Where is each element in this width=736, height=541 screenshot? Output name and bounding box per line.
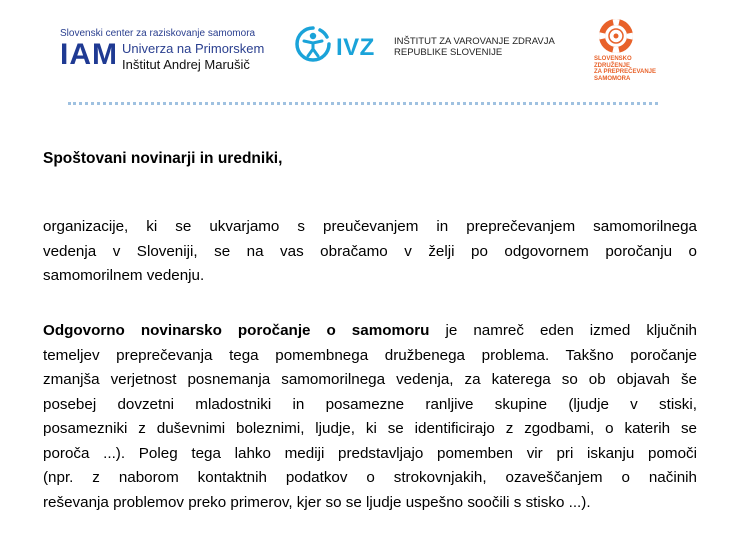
letterhead — [0, 0, 736, 110]
emphasis-text: Odgovorno novinarsko poročanje o samomoru — [43, 322, 430, 339]
paragraph-line: poroča ...). Poleg tega lahko mediji predstavljajo pomemben vir pri iskanju pomoči — [43, 444, 697, 462]
iam-acronym: IAM — [60, 38, 118, 71]
szps-name: SLOVENSKO ZDRUŽENJE ZA PREPREČEVANJE SAMOMORA — [594, 56, 657, 82]
paragraph-line: vedenja v Sloveniji, se na vas obračamo v želji po odgovornem poročanju o — [43, 242, 697, 260]
paragraph-line: samomorilnem vedenju. — [43, 267, 205, 284]
ivz-person-icon — [294, 25, 332, 63]
iam-center-name: Slovenski center za raziskovanje samomora — [60, 28, 256, 39]
iam-university: Univerza na Primorskem — [122, 41, 265, 56]
header-divider — [68, 102, 658, 105]
paragraph-line: reševanja problemov preko primerov, kjer so se ljudje uspešno soočili s stisko ...). — [43, 493, 591, 511]
paragraph-line: posebej dovzetni mladostniki in posamezne ranljive skupine (ljudje v stiski, — [43, 395, 697, 413]
paragraph-line: temeljev preprečevanja tega pomembnega družbenega problema. Takšno poročanje — [43, 346, 697, 364]
paragraph-line: zmanjša verjetnost posnemanja samomorilnega vedenja, za katerega so ob objavah še — [43, 371, 697, 388]
paragraph-line: posamezniki z duševnimi boleznimi, ljudje, ki se identificirajo z zgodbami, o katerih se — [43, 420, 697, 437]
greeting: Spoštovani novinarji in uredniki, — [43, 150, 283, 167]
iam-institute: Inštitut Andrej Marušič — [122, 57, 250, 72]
ivz-institute-name: INŠTITUT ZA VAROVANJE ZDRAVJA REPUBLIKE SLOVENIJE — [394, 36, 555, 58]
lifebuoy-icon — [598, 18, 634, 56]
paragraph-1 — [43, 215, 697, 289]
ivz-acronym: IVZ — [336, 34, 375, 61]
paragraph-line: organizacije, ki se ukvarjamo s preučevanjem in preprečevanjem samomorilnega — [43, 218, 697, 235]
paragraph-line: (npr. z naborom kontaktnih podatkov o strokovnjakih, ozaveščanjem o načinih — [43, 469, 697, 486]
paragraph-2 — [43, 319, 697, 515]
paragraph-line-first: Odgovorno novinarsko poročanje o samomoru je namreč eden izmed ključnih — [43, 322, 697, 339]
